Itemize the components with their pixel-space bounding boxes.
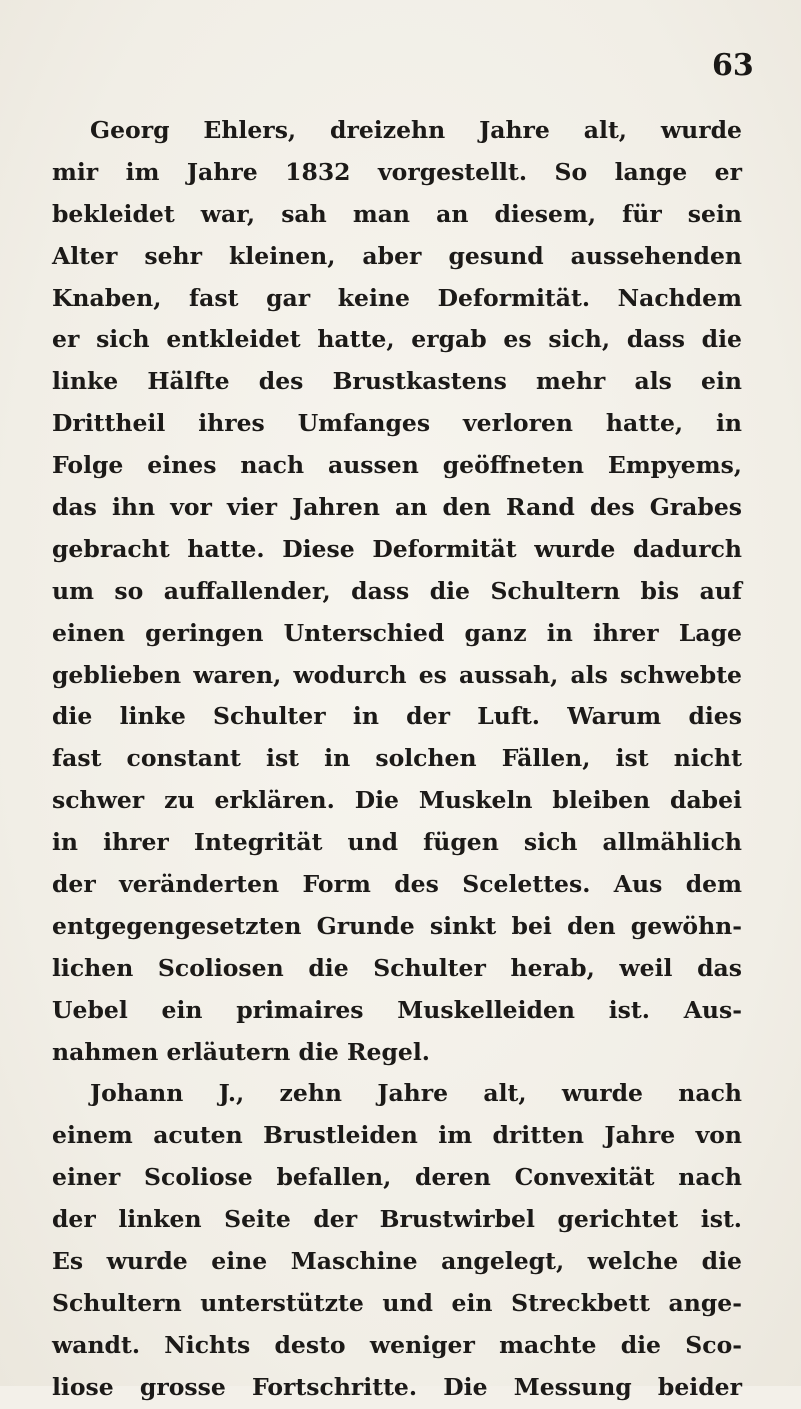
text-line: Folge eines nach aussen geöffneten Empyems, xyxy=(52,451,742,480)
paragraph-2 xyxy=(52,1073,742,1408)
page-number: 63 xyxy=(712,48,754,83)
text-line: das ihn vor vier Jahren an den Rand des Grabes xyxy=(52,493,742,522)
text-line: die linke Schulter in der Luft. Warum dies xyxy=(52,702,742,731)
text-line: Knaben, fast gar keine Deformität. Nachdem xyxy=(52,283,742,312)
text-line: wandt. Nichts desto weniger machte die Sco- xyxy=(52,1330,742,1359)
text-line: schwer zu erklären. Die Muskeln bleiben dabei xyxy=(52,786,742,815)
text-line: in ihrer Integrität und fügen sich allmählich xyxy=(52,828,742,857)
text-line: Uebel ein primaires Muskelleiden ist. Aus- xyxy=(52,995,742,1024)
text-line: Johann J., zehn Jahre alt, wurde nach xyxy=(90,1079,742,1108)
body-text xyxy=(52,110,742,1409)
text-line: Alter sehr kleinen, aber gesund aussehenden xyxy=(52,241,742,270)
text-line: einer Scoliose befallen, deren Convexität nach xyxy=(52,1163,742,1192)
text-line: um so auffallender, dass die Schultern bis auf xyxy=(52,576,742,605)
text-line: gebracht hatte. Diese Deformität wurde dadurch xyxy=(52,534,742,563)
text-line: Es wurde eine Maschine angelegt, welche die xyxy=(52,1247,742,1276)
text-line: mir im Jahre 1832 vorgestellt. So lange er xyxy=(52,157,742,186)
text-line: lichen Scoliosen die Schulter herab, weil das xyxy=(52,953,742,982)
text-line: fast constant ist in solchen Fällen, ist nicht xyxy=(52,744,742,773)
text-line: nahmen erläutern die Regel. xyxy=(52,1037,430,1066)
text-line: Georg Ehlers, dreizehn Jahre alt, wurde xyxy=(90,116,742,144)
text-line: bekleidet war, sah man an diesem, für sein xyxy=(52,199,742,228)
text-line: Schultern unterstützte und ein Streckbett ange- xyxy=(52,1288,742,1317)
text-line: Drittheil ihres Umfanges verloren hatte, in xyxy=(52,409,742,438)
text-line: linke Hälfte des Brustkastens mehr als ein xyxy=(52,367,742,396)
text-line: der linken Seite der Brustwirbel gerichtet ist. xyxy=(52,1205,742,1234)
text-line: geblieben waren, wodurch es aussah, als schwebte xyxy=(52,660,742,689)
text-line: einen geringen Unterschied ganz in ihrer Lage xyxy=(52,618,742,647)
text-line: einem acuten Brustleiden im dritten Jahre von xyxy=(52,1121,742,1150)
text-line: entgegengesetzten Grunde sinkt bei den gewöhn- xyxy=(52,911,742,940)
text-line: der veränderten Form des Scelettes. Aus dem xyxy=(52,870,742,899)
text-line: liose grosse Fortschritte. Die Messung beider xyxy=(52,1372,742,1401)
text-line: er sich entkleidet hatte, ergab es sich, dass die xyxy=(52,325,742,354)
paragraph-1 xyxy=(52,110,742,1073)
